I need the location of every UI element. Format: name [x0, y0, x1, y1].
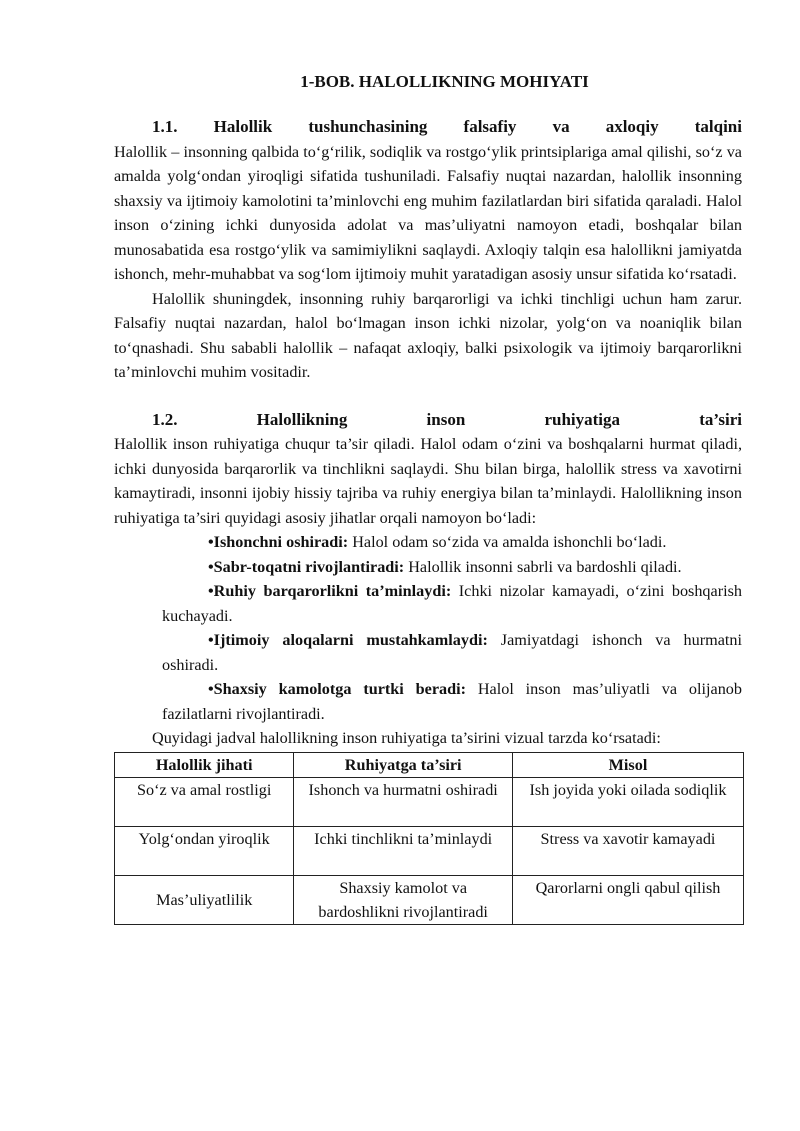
- bullet-icon: •: [208, 533, 214, 551]
- bullet-text: Jamiyatdagi ishonch va hurmatni oshiradi.: [162, 631, 742, 674]
- table-header-cell: Ruhiyatga ta’siri: [294, 752, 513, 777]
- section-1-1-paragraph-1: Halollik – insonning qalbida to‘g‘rilik, sodiqlik va rostgo‘ylik printsiplariga amal qilishi, so‘z va amalda yolg‘ondan yiroqligi sifatida tushuniladi. Falsafiy nuqtai nazardan, halollik insonning shaxsiy va ijtimoiy kamolotini ta’minlovchi eng muhim fazilatlardan biri sifatida qaraladi. Halol inson o‘zining ichki dunyosida adolat va mas’uliyatni namoyon etadi, boshqalar bilan munosabatida esa rostgo‘ylik va samimiylikni saqlaydi. Axloqiy talqin esa halollikni jamiyatda ishonch, mehr-muhabbat va sog‘lom ijtimoiy muhit yaratadigan asosiy unsur sifatida ko‘rsatadi.: [114, 142, 742, 283]
- table-row: [115, 875, 744, 924]
- section-1-2-paragraph-1: Halollik inson ruhiyatiga chuqur ta’sir qiladi. Halol odam o‘zini va boshqalarni hurmat qiladi, ichki dunyosida barqarorlik va tinchlikni saqlaydi. Shu bilan birga, halollik stress va xavotirni kamaytiradi, insonni ijobiy hissiy tajriba va ruhiy energiya bilan ta’minlaydi. Halollikning inson ruhiyatiga ta’siri quyidagi asosiy jihatlar orqali namoyon bo‘ladi:: [114, 435, 742, 527]
- bullet-term: Ishonchni oshiradi:: [213, 533, 349, 551]
- effects-bullet-list: [114, 530, 742, 726]
- bullet-term: Shaxsiy kamolotga turtki beradi:: [213, 680, 466, 698]
- list-item: [162, 530, 742, 555]
- table-cell: Stress va xavotir kamayadi: [512, 826, 743, 875]
- table-cell: Ish joyida yoki oilada sodiqlik: [512, 777, 743, 826]
- bullet-text: Halollik insonni sabrli va bardoshli qiladi.: [404, 557, 682, 576]
- bullet-term: Ruhiy barqarorlikni ta’minlaydi:: [213, 582, 452, 600]
- bullet-text: Halol inson mas’uliyatli va olijanob fazilatlarni rivojlantiradi.: [162, 680, 742, 723]
- list-item: [162, 555, 742, 580]
- table-header-row: [115, 752, 744, 777]
- section-heading-1-1: 1.1. Halollik tushunchasining falsafiy va axloqiy talqini: [152, 117, 742, 136]
- table-cell: Yolg‘ondan yiroqlik: [115, 826, 294, 875]
- honesty-effects-table: [114, 752, 744, 925]
- table-intro: Quyidagi jadval halollikning inson ruhiyatiga ta’sirini vizual tarzda ko‘rsatadi:: [152, 729, 661, 747]
- table-cell: Qarorlarni ongli qabul qilish: [512, 875, 743, 924]
- bullet-icon: •: [208, 631, 214, 649]
- bullet-text: Ichki nizolar kamayadi, o‘zini boshqarish kuchayadi.: [162, 582, 742, 625]
- list-item: [162, 677, 742, 726]
- bullet-icon: •: [208, 582, 214, 600]
- bullet-icon: •: [208, 680, 214, 698]
- table-header-cell: Halollik jihati: [115, 752, 294, 777]
- list-item: [162, 579, 742, 628]
- chapter-title: 1-BOB. HALOLLIKNING MOHIYATI: [300, 72, 589, 91]
- table-cell: Ichki tinchlikni ta’minlaydi: [294, 826, 513, 875]
- section-heading-1-2: 1.2. Halollikning inson ruhiyatiga ta’siri: [152, 409, 742, 429]
- table-row: [115, 826, 744, 875]
- bullet-text: Halol odam so‘zida va amalda ishonchli bo‘ladi.: [348, 533, 667, 551]
- bullet-term: Sabr-toqatni rivojlantiradi:: [213, 557, 405, 576]
- table-cell: Ishonch va hurmatni oshiradi: [294, 777, 513, 826]
- section-1-1-paragraph-2: Halollik shuningdek, insonning ruhiy barqarorligi va ichki tinchligi uchun ham zarur. Falsafiy nuqtai nazardan, halol bo‘lmagan inson ichki nizolar, yolg‘on va noaniqlik bilan to‘qnashadi. Shu sababli halollik – nafaqat axloqiy, balki psixologik va ijtimoiy barqarorlikni ta’minlovchi muhim vositadir.: [114, 289, 742, 381]
- table-row: [115, 777, 744, 826]
- document-page: [114, 66, 742, 925]
- list-item: [162, 628, 742, 677]
- bullet-icon: •: [208, 557, 214, 576]
- table-header-cell: Misol: [512, 752, 743, 777]
- bullet-term: Ijtimoiy aloqalarni mustahkamlaydi:: [213, 631, 488, 649]
- spacer: [114, 385, 742, 408]
- table-cell: So‘z va amal rostligi: [115, 777, 294, 826]
- table-cell: Shaxsiy kamolot va bardoshlikni rivojlantiradi: [294, 875, 513, 924]
- table-cell: Mas’uliyatlilik: [115, 875, 294, 924]
